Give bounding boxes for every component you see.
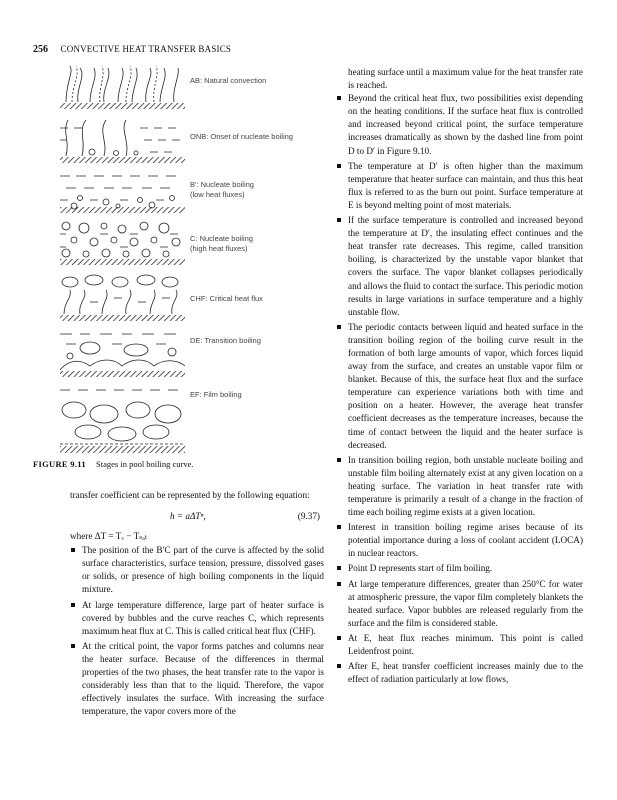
equation-formula: h = aΔTⁿ, [170, 511, 206, 522]
caption-number: FIGURE 9.11 [33, 459, 86, 469]
right-column [336, 66, 583, 688]
running-title: CONVECTIVE HEAT TRANSFER BASICS [60, 44, 232, 54]
list-item: Beyond the critical heat flux, two possibilities exist depending on the heating conditions. If the surface heat flux is controlled and increased beyond critical point, the surface temperature increases dramatically as shown by the dashed line from point D to D′ in Figure 9.10. [336, 92, 583, 157]
stage-film-boiling [60, 384, 330, 454]
list-item: If the surface temperature is controlled and increased beyond the temperature at D′, the insulating effect continues and the heat transfer rate decreases. This regime, called transition boiling, is characterized by the unstable vapor blanket that covers the surface. The vapor blanket collapses periodically and allows the fluid to contact the surface. This periodic motion results in large variations in surface temperature and a highly unstable flow. [336, 214, 583, 319]
page-header [33, 44, 231, 55]
right-bullet-list [336, 92, 583, 686]
stage-onset-nucleate [60, 114, 330, 164]
list-item: At E, heat flux reaches minimum. This point is called Leidenfrost point. [336, 632, 583, 658]
where-clause: where ΔT = Tᵥ − Tₛₐₜ [70, 531, 148, 542]
list-item: Interest in transition boiling regime arises because of its potential importance during a loss of coolant accident (LOCA) in nuclear reactors. [336, 521, 583, 560]
stage-transition-boiling [60, 328, 330, 378]
equation-number: (9.37) [297, 511, 320, 522]
left-column [70, 489, 324, 720]
figure-caption [33, 459, 194, 469]
stage-label: ONB: Onset of nucleate boiling [190, 132, 293, 141]
nucleate-low-diagram [60, 168, 185, 214]
transition-boiling-diagram [60, 328, 185, 378]
stage-label: CHF: Critical heat flux [190, 294, 263, 303]
right-continuation: heating surface until a maximum value for the heat transfer rate is reached. [348, 67, 583, 91]
left-bullet-list [70, 544, 324, 718]
list-item: At large temperature differences, greater than 250°C for water at atmospheric pressure, the vapor film completely blankets the heated surface. Vapor bubbles are released regularly from the surface and the film is considered stable. [336, 578, 583, 630]
stage-nucleate-low [60, 168, 330, 214]
list-item: The periodic contacts between liquid and heated surface in the transition boiling region of the boiling curve result in the formation of both large amounts of vapor, which forces liquid away from the surface, and creates an unstable vapor film or blanket. Because of this, the surface heat flux and the surface temperature can experience variations both with time and position on a heater. However, the average heat transfer coefficient decreases as the temperature increases, because the time of contact between the liquid and the heater surface is decreased. [336, 321, 583, 452]
list-item: In transition boiling region, both unstable nucleate boiling and unstable film boiling alternately exist at any given location on a heating surface. The variation in heat transfer rate with temperature is primarily a result of a change in the fraction of time each boiling regime exists at a given location. [336, 454, 583, 519]
page-number: 256 [33, 44, 48, 55]
onset-nucleate-diagram [60, 114, 185, 164]
stage-label: DE: Transition boiling [190, 336, 261, 345]
stage-label: AB: Natural convection [190, 76, 267, 85]
list-item: At the critical point, the vapor forms patches and columns near the heater surface. Because of the differences in thermal properties of the two phases, the heat transfer rate to the vapor is considerably less than that to the liquid. Therefore, the vapor effectively insulates the surface. With increasing the surface temperature, the vapor covers more of the [70, 640, 324, 719]
list-item: Point D represents start of film boiling. [336, 562, 583, 575]
natural-convection-diagram [60, 62, 185, 110]
left-intro: transfer coefficient can be represented by the following equation: [70, 490, 310, 500]
stage-nucleate-high [60, 220, 330, 266]
figure-9-11 [60, 62, 330, 467]
stage-label: C: Nucleate boiling (high heat fluxes) [190, 234, 253, 253]
list-item: After E, heat transfer coefficient increases mainly due to the effect of radiation particularly at low flows, [336, 660, 583, 686]
equation-9-37 [70, 506, 324, 528]
list-item: The temperature at D′ is often higher than the maximum temperature that heater surface can maintain, and thus this heat flux is referred to as the burn out point. Surface temperature at E is beyond melting point of most materials. [336, 160, 583, 212]
caption-text: Stages in pool boiling curve. [96, 459, 194, 469]
stage-label: EF: Film boiling [190, 390, 242, 399]
film-boiling-diagram [60, 384, 185, 454]
nucleate-high-diagram [60, 220, 185, 266]
stage-natural-convection [60, 62, 330, 110]
critical-heat-flux-diagram [60, 272, 185, 322]
stage-label: B': Nucleate boiling (low heat fluxes) [190, 180, 254, 199]
list-item: At large temperature difference, large part of heater surface is covered by bubbles and the curve reaches C, which represents maximum heat flux at C. This is called critical heat flux (CHF). [70, 599, 324, 638]
stage-critical-heat-flux [60, 272, 330, 322]
list-item: The position of the B′C part of the curve is affected by the solid surface characteristics, surface tension, pressure, dissolved gases or solids, or presence of high boiling components in the liquid mixture. [70, 544, 324, 596]
